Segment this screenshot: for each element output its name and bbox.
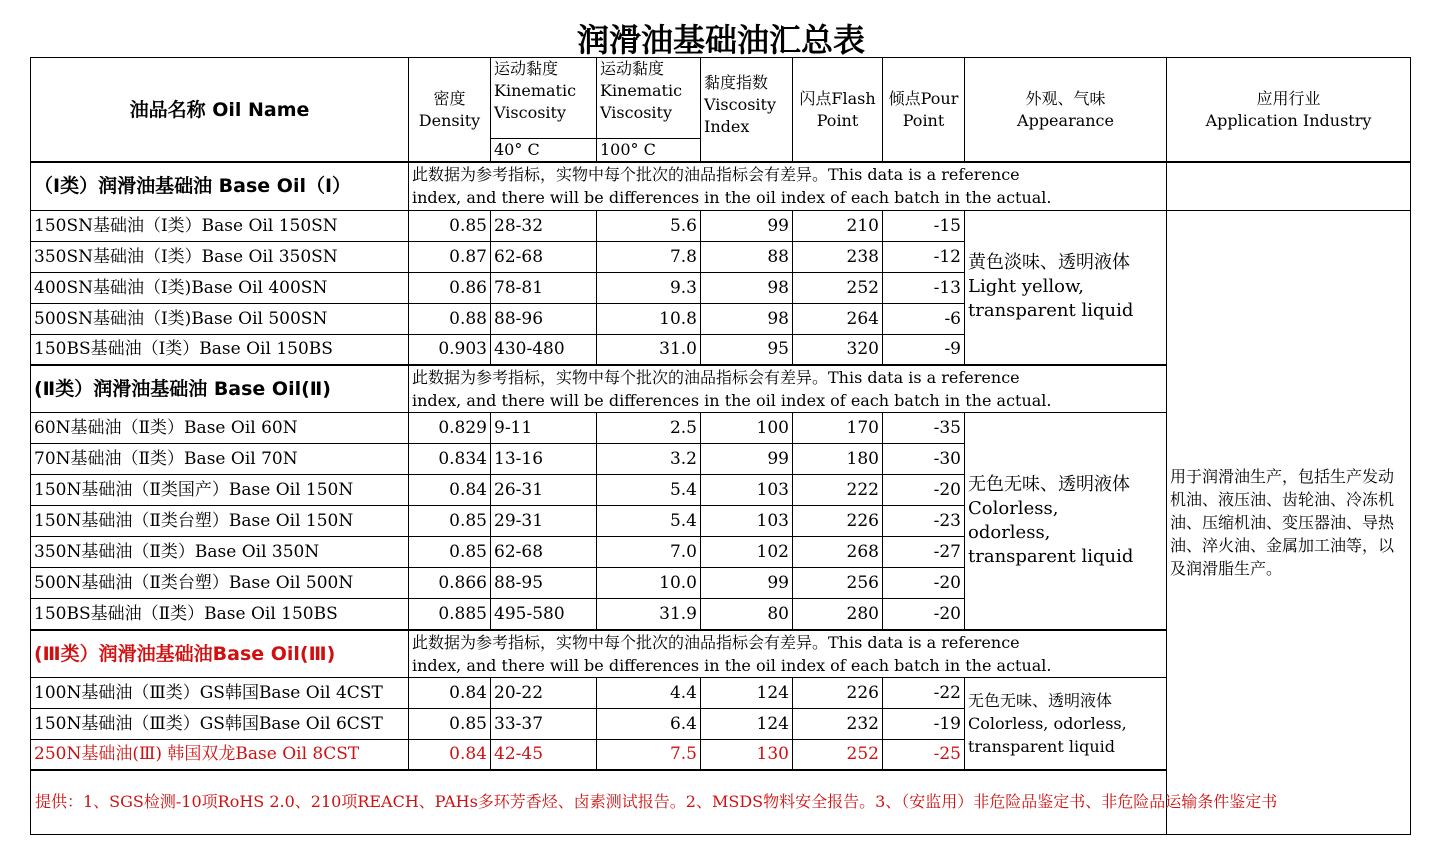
- flash-value: 222: [793, 475, 883, 506]
- footer-note: 提供：1、SGS检测-10项RoHS 2.0、210项REACH、PAHs多环芳香烃、卤素测试报告。2、MSDS物料安全报告。3、（安监用）非危险品鉴定书、非危险品运输条件鉴定书: [31, 770, 1411, 834]
- header-flash-point: [793, 58, 883, 163]
- kv100-value: 7.0: [597, 537, 701, 568]
- vi-value: 124: [701, 708, 793, 739]
- group-2-note-line2: index, and there will be differences in the oil index of each batch in the actual.: [412, 391, 1052, 410]
- kv100-value: 10.8: [597, 303, 701, 334]
- footer-row: [31, 770, 1411, 834]
- header-viscosity-index: [701, 58, 793, 163]
- flash-value: 280: [793, 599, 883, 630]
- oil-name: 150N基础油（Ⅲ类）GS韩国Base Oil 6CST: [31, 708, 409, 739]
- kv40-value: 88-96: [491, 303, 597, 334]
- oil-name: 500N基础油（Ⅱ类台塑）Base Oil 500N: [31, 568, 409, 599]
- header-vi-en1: Viscosity: [704, 95, 776, 114]
- vi-value: 88: [701, 241, 793, 272]
- group-2-appearance-cn: 无色无味、透明液体: [968, 473, 1130, 495]
- kv40-value: 42-45: [491, 739, 597, 770]
- flash-value: 170: [793, 413, 883, 444]
- oil-name: 150BS基础油（Ⅱ类）Base Oil 150BS: [31, 599, 409, 630]
- vi-value: 99: [701, 444, 793, 475]
- density-value: 0.88: [409, 303, 491, 334]
- kv40-value: 20-22: [491, 677, 597, 708]
- oil-name: 150N基础油（Ⅱ类国产）Base Oil 150N: [31, 475, 409, 506]
- group-3-appearance-en1: Colorless, odorless,: [968, 713, 1127, 733]
- vi-value: 102: [701, 537, 793, 568]
- header-vi-en2: Index: [704, 117, 750, 136]
- pour-value: -22: [883, 677, 965, 708]
- kv40-value: 62-68: [491, 241, 597, 272]
- oil-name: 70N基础油（Ⅱ类）Base Oil 70N: [31, 444, 409, 475]
- pour-value: -20: [883, 475, 965, 506]
- header-kv40: [491, 58, 597, 139]
- flash-value: 252: [793, 739, 883, 770]
- density-value: 0.85: [409, 506, 491, 537]
- header-density-cn: 密度: [433, 88, 466, 108]
- industry-description: 用于润滑油生产，包括生产发动机油、液压油、齿轮油、冷冻机油、压缩机油、变压器油、导热油、淬火油、金属加工油等，以及润滑脂生产。: [1167, 210, 1411, 834]
- vi-value: 103: [701, 475, 793, 506]
- kv100-value: 6.4: [597, 708, 701, 739]
- pour-value: -20: [883, 599, 965, 630]
- density-value: 0.84: [409, 739, 491, 770]
- kv40-value: 495-580: [491, 599, 597, 630]
- density-value: 0.866: [409, 568, 491, 599]
- oil-name: 60N基础油（Ⅱ类）Base Oil 60N: [31, 413, 409, 444]
- density-value: 0.885: [409, 599, 491, 630]
- header-kv40-en2: Viscosity: [494, 103, 566, 122]
- oil-name: 250N基础油(Ⅲ) 韩国双龙Base Oil 8CST: [31, 739, 409, 770]
- kv40-value: 430-480: [491, 334, 597, 365]
- oil-name: 400SN基础油（Ⅰ类)Base Oil 400SN: [31, 272, 409, 303]
- kv100-value: 3.2: [597, 444, 701, 475]
- density-value: 0.84: [409, 677, 491, 708]
- group-3-appearance-cn: 无色无味、透明液体: [968, 690, 1113, 710]
- kv100-value: 5.4: [597, 475, 701, 506]
- group-1-note-line2: index, and there will be differences in the oil index of each batch in the actual.: [412, 188, 1052, 208]
- vi-value: 124: [701, 677, 793, 708]
- oil-name: 100N基础油（Ⅲ类）GS韩国Base Oil 4CST: [31, 677, 409, 708]
- header-kv100-en2: Viscosity: [600, 103, 672, 122]
- pour-value: -35: [883, 413, 965, 444]
- vi-value: 80: [701, 599, 793, 630]
- vi-value: 95: [701, 334, 793, 365]
- oil-name: 150SN基础油（Ⅰ类）Base Oil 150SN: [31, 210, 409, 241]
- flash-value: 268: [793, 537, 883, 568]
- group-1-industry-blank: [1167, 162, 1411, 210]
- kv40-value: 33-37: [491, 708, 597, 739]
- kv40-value: 28-32: [491, 210, 597, 241]
- vi-value: 100: [701, 413, 793, 444]
- table-row: [31, 210, 1411, 241]
- header-pour-cn: 倾点Pour: [888, 88, 959, 108]
- header-appearance: [965, 58, 1167, 163]
- flash-value: 210: [793, 210, 883, 241]
- header-flash-en: Point: [816, 110, 859, 130]
- density-value: 0.834: [409, 444, 491, 475]
- flash-value: 232: [793, 708, 883, 739]
- group-3-note-line1: 此数据为参考指标，实物中每个批次的油品指标会有差异。This data is a reference: [412, 632, 1020, 652]
- kv100-value: 2.5: [597, 413, 701, 444]
- kv40-value: 26-31: [491, 475, 597, 506]
- header-industry-en: Application Industry: [1205, 110, 1372, 130]
- header-appearance-cn: 外观、气味: [1025, 88, 1106, 108]
- group-3-appearance-en2: transparent liquid: [968, 736, 1115, 756]
- base-oil-table: [30, 57, 1411, 835]
- oil-name: 350SN基础油（Ⅰ类）Base Oil 350SN: [31, 241, 409, 272]
- header-kv100-unit: 100° C: [597, 139, 701, 163]
- density-value: 0.829: [409, 413, 491, 444]
- pour-value: -30: [883, 444, 965, 475]
- kv40-value: 62-68: [491, 537, 597, 568]
- header-oil-name: 油品名称 Oil Name: [31, 58, 409, 163]
- kv100-value: 4.4: [597, 677, 701, 708]
- group-1-title: （Ⅰ类）润滑油基础油 Base Oil（Ⅰ）: [31, 162, 409, 210]
- vi-value: 99: [701, 568, 793, 599]
- flash-value: 180: [793, 444, 883, 475]
- kv100-value: 31.9: [597, 599, 701, 630]
- group-2-note: [409, 365, 1167, 413]
- density-value: 0.85: [409, 708, 491, 739]
- kv40-value: 13-16: [491, 444, 597, 475]
- group-2-appearance-en1: Colorless,: [968, 497, 1059, 519]
- header-density: [409, 58, 491, 163]
- pour-value: -9: [883, 334, 965, 365]
- pour-value: -27: [883, 537, 965, 568]
- group-1-appearance-en1: Light yellow,: [968, 276, 1084, 298]
- kv100-value: 5.6: [597, 210, 701, 241]
- header-flash-cn: 闪点Flash: [799, 88, 876, 108]
- density-value: 0.903: [409, 334, 491, 365]
- header-kv100: [597, 58, 701, 139]
- group-1-appearance-cn: 黄色淡味、透明液体: [968, 252, 1130, 274]
- density-value: 0.85: [409, 537, 491, 568]
- header-industry: [1167, 58, 1411, 163]
- flash-value: 264: [793, 303, 883, 334]
- pour-value: -6: [883, 303, 965, 334]
- header-pour-point: [883, 58, 965, 163]
- vi-value: 98: [701, 272, 793, 303]
- kv100-value: 7.5: [597, 739, 701, 770]
- vi-value: 99: [701, 210, 793, 241]
- flash-value: 226: [793, 677, 883, 708]
- flash-value: 226: [793, 506, 883, 537]
- pour-value: -12: [883, 241, 965, 272]
- header-pour-en: Point: [902, 110, 945, 130]
- pour-value: -19: [883, 708, 965, 739]
- kv100-value: 7.8: [597, 241, 701, 272]
- pour-value: -23: [883, 506, 965, 537]
- header-kv40-cn: 运动黏度: [494, 59, 559, 78]
- group-3-note: [409, 630, 1167, 678]
- density-value: 0.84: [409, 475, 491, 506]
- pour-value: -20: [883, 568, 965, 599]
- kv40-value: 29-31: [491, 506, 597, 537]
- group-3-note-line2: index, and there will be differences in the oil index of each batch in the actual.: [412, 655, 1052, 675]
- vi-value: 130: [701, 739, 793, 770]
- group-2-appearance: [965, 413, 1167, 630]
- oil-name: 150BS基础油（Ⅰ类）Base Oil 150BS: [31, 334, 409, 365]
- flash-value: 256: [793, 568, 883, 599]
- flash-value: 252: [793, 272, 883, 303]
- vi-value: 103: [701, 506, 793, 537]
- density-value: 0.86: [409, 272, 491, 303]
- group-1-header-row: [31, 162, 1411, 210]
- kv100-value: 5.4: [597, 506, 701, 537]
- header-vi-cn: 黏度指数: [704, 73, 769, 92]
- header-kv100-en1: Kinematic: [600, 81, 683, 100]
- pour-value: -25: [883, 739, 965, 770]
- group-2-appearance-en2: odorless,: [968, 521, 1051, 543]
- group-1-appearance-en2: transparent liquid: [968, 300, 1134, 322]
- kv100-value: 10.0: [597, 568, 701, 599]
- group-2-note-line1: 此数据为参考指标，实物中每个批次的油品指标会有差异。This data is a reference: [412, 368, 1020, 387]
- flash-value: 238: [793, 241, 883, 272]
- kv100-value: 31.0: [597, 334, 701, 365]
- group-1-note: [409, 162, 1167, 210]
- group-1-note-line1: 此数据为参考指标，实物中每个批次的油品指标会有差异。This data is a reference: [412, 165, 1020, 185]
- group-2-title: (Ⅱ类）润滑油基础油 Base Oil(Ⅱ): [31, 365, 409, 413]
- group-3-appearance: [965, 677, 1167, 770]
- header-density-en: Density: [418, 110, 481, 130]
- kv40-value: 9-11: [491, 413, 597, 444]
- header-kv100-cn: 运动黏度: [600, 59, 665, 78]
- oil-name: 150N基础油（Ⅱ类台塑）Base Oil 150N: [31, 506, 409, 537]
- group-3-title: (Ⅲ类）润滑油基础油Base Oil(Ⅲ): [31, 630, 409, 678]
- group-1-appearance: [965, 210, 1167, 365]
- header-row: [31, 58, 1411, 139]
- flash-value: 320: [793, 334, 883, 365]
- header-appearance-en: Appearance: [1017, 110, 1114, 130]
- pour-value: -15: [883, 210, 965, 241]
- group-2-appearance-en3: transparent liquid: [968, 545, 1134, 567]
- kv100-value: 9.3: [597, 272, 701, 303]
- oil-name: 500SN基础油（Ⅰ类)Base Oil 500SN: [31, 303, 409, 334]
- density-value: 0.85: [409, 210, 491, 241]
- header-kv40-unit: 40° C: [491, 139, 597, 163]
- page-title: 润滑油基础油汇总表: [576, 21, 865, 59]
- kv40-value: 78-81: [491, 272, 597, 303]
- pour-value: -13: [883, 272, 965, 303]
- header-kv40-en1: Kinematic: [494, 81, 577, 100]
- header-industry-cn: 应用行业: [1256, 88, 1321, 108]
- oil-name: 350N基础油（Ⅱ类）Base Oil 350N: [31, 537, 409, 568]
- vi-value: 98: [701, 303, 793, 334]
- density-value: 0.87: [409, 241, 491, 272]
- kv40-value: 88-95: [491, 568, 597, 599]
